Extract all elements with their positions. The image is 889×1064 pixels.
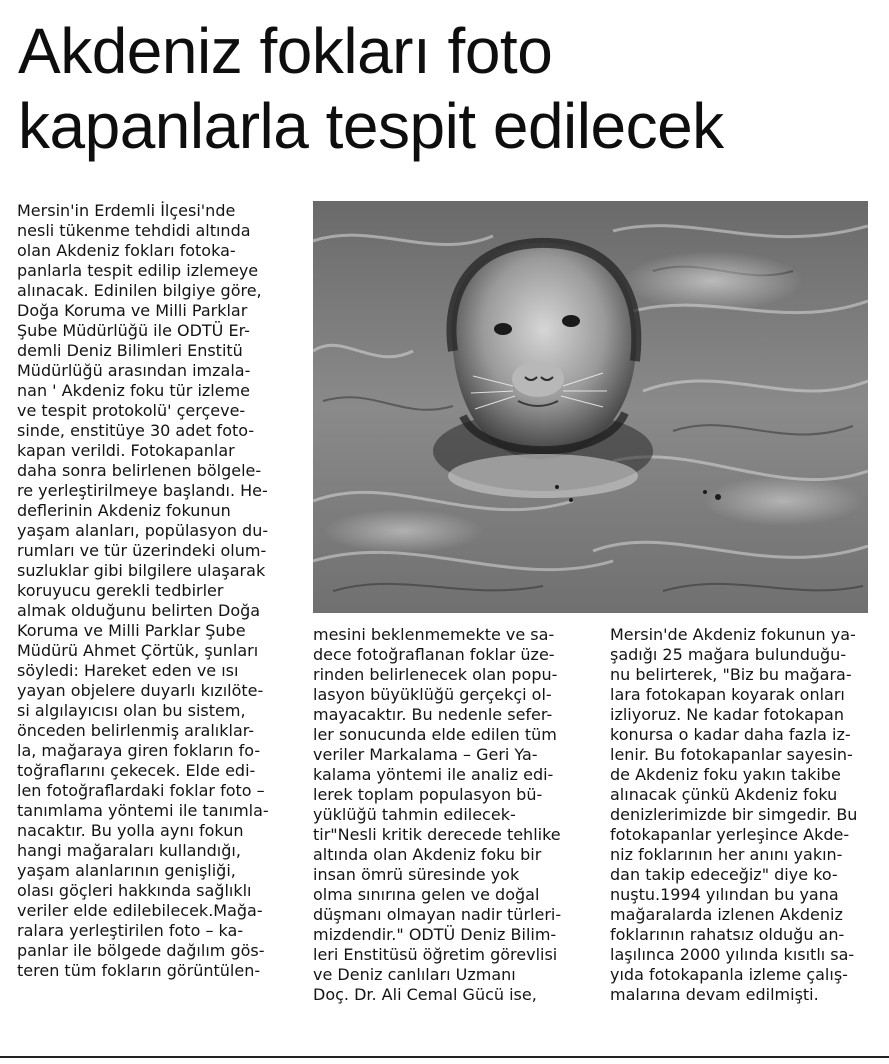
article-line: yüklüğü tahmin edilecek- bbox=[313, 805, 516, 824]
article-line: teren tüm fokların görüntülen- bbox=[17, 961, 261, 980]
article-line: hangi mağaraları kullandığı, bbox=[17, 841, 241, 860]
article-line: si algılayıcısı olan bu sistem, bbox=[17, 701, 246, 720]
article-line: nan ' Akdeniz foku tür izleme bbox=[17, 381, 250, 400]
headline-line: kapanlarla tespit edilecek bbox=[18, 90, 724, 162]
article-line: olan Akdeniz fokları fotoka- bbox=[17, 241, 236, 260]
article-line: Mersin'de Akdeniz fokunun ya- bbox=[610, 625, 856, 644]
article-line: re yerleştirilmeye başlandı. He- bbox=[17, 481, 268, 500]
article-line: ralara yerleştirilen foto – ka- bbox=[17, 921, 244, 940]
article-line: izliyoruz. Ne kadar fotokapan bbox=[610, 705, 844, 724]
article-line: olma sınırına gelen ve doğal bbox=[313, 885, 540, 904]
article-line: laşılınca 2000 yılında kısıtlı sa- bbox=[610, 945, 855, 964]
article-line: yıda fotokapanla izleme çalış- bbox=[610, 965, 848, 984]
article-line: olası göçleri hakkında sağlıklı bbox=[17, 881, 252, 900]
article-line: Koruma ve Milli Parklar Şube bbox=[17, 621, 246, 640]
article-line: konursa o kadar daha fazla iz- bbox=[610, 725, 851, 744]
article-line: almak olduğunu belirten Doğa bbox=[17, 601, 261, 620]
article-line: rinden belirlenecek olan popu- bbox=[313, 665, 558, 684]
article-line: la, mağaraya giren fokların fo- bbox=[17, 741, 261, 760]
article-line: önceden belirlenmiş aralıklar- bbox=[17, 721, 255, 740]
article-line: len fotoğraflardaki foklar foto – bbox=[17, 781, 265, 800]
article-line: ve Deniz canlıları Uzmanı bbox=[313, 965, 516, 984]
article-line: söyledi: Hareket eden ve ısı bbox=[17, 661, 239, 680]
article-line: denizlerimizde bir simgedir. Bu bbox=[610, 805, 858, 824]
article-line: deflerinin Akdeniz fokunun bbox=[17, 501, 231, 520]
article-line: leri Enstitüsü öğretim görevlisi bbox=[313, 945, 558, 964]
article-line: kapan verildi. Fotokapanlar bbox=[17, 441, 235, 460]
article-line: alınacak çünkü Akdeniz foku bbox=[610, 785, 838, 804]
article-line: Mersin'in Erdemli İlçesi'nde bbox=[17, 201, 236, 220]
article-column-2 bbox=[313, 625, 575, 1005]
article-line: kalama yöntemi ile analiz edi- bbox=[313, 765, 554, 784]
seal-photo-image bbox=[313, 201, 868, 613]
article-line: fotokapanlar yerleşince Akde- bbox=[610, 825, 850, 844]
article-line: suzluklar gibi bilgilere ulaşarak bbox=[17, 561, 266, 580]
article-line: de Akdeniz foku yakın takibe bbox=[610, 765, 841, 784]
article-line: foklarının rahatsız olduğu an- bbox=[610, 925, 845, 944]
article-column-3 bbox=[610, 625, 872, 1005]
article-line: alınacak. Edinilen bilgiye göre, bbox=[17, 281, 262, 300]
headline-line: Akdeniz fokları foto bbox=[18, 15, 553, 87]
article-line: yayan objelere duyarlı kızılöte- bbox=[17, 681, 264, 700]
article-line: daha sonra belirlenen bölgele- bbox=[17, 461, 262, 480]
article-line: Doğa Koruma ve Milli Parklar bbox=[17, 301, 248, 320]
article-line: dece fotoğraflanan foklar üze- bbox=[313, 645, 555, 664]
article-line: Müdürü Ahmet Çörtük, şunları bbox=[17, 641, 259, 660]
article-line: malarına devam edilmişti. bbox=[610, 985, 819, 1004]
bottom-divider bbox=[0, 1056, 889, 1058]
article-line: mizdendir." ODTÜ Deniz Bilim- bbox=[313, 925, 557, 944]
article-line: veriler elde edilebilecek.Mağa- bbox=[17, 901, 263, 920]
article-line: niz foklarının her anını yakın- bbox=[610, 845, 843, 864]
article-column-1 bbox=[17, 201, 287, 981]
article-line: koruyucu gerekli tedbirler bbox=[17, 581, 224, 600]
article-line: mesini beklenmemekte ve sa- bbox=[313, 625, 555, 644]
article-line: toğraflarını çekecek. Elde edi- bbox=[17, 761, 256, 780]
article-line: nacaktır. Bu yolla aynı fokun bbox=[17, 821, 244, 840]
article-line: panlarla tespit edilip izlemeye bbox=[17, 261, 259, 280]
article-line: ve tespit protokolü' çerçeve- bbox=[17, 401, 246, 420]
article-line: nu belirterek, "Biz bu mağara- bbox=[610, 665, 852, 684]
article-line: demli Deniz Bilimleri Enstitü bbox=[17, 341, 243, 360]
article-line: Şube Müdürlüğü ile ODTÜ Er- bbox=[17, 321, 250, 340]
article-line: yaşam alanları, popülasyon du- bbox=[17, 521, 269, 540]
article-line: Doç. Dr. Ali Cemal Gücü ise, bbox=[313, 985, 537, 1004]
article-line: lenir. Bu fotokapanlar sayesin- bbox=[610, 745, 853, 764]
seal-photo bbox=[313, 201, 868, 613]
article-line: mayacaktır. Bu nedenle sefer- bbox=[313, 705, 553, 724]
article-line: lerek toplam populasyon bü- bbox=[313, 785, 543, 804]
article-line: Müdürlüğü arasından imzala- bbox=[17, 361, 251, 380]
article-line: panlar ile bölgede dağılım gös- bbox=[17, 941, 265, 960]
article-line: rumları ve tür üzerindeki olum- bbox=[17, 541, 267, 560]
article-line: veriler Markalama – Geri Ya- bbox=[313, 745, 538, 764]
article-line: ler sonucunda elde edilen tüm bbox=[313, 725, 557, 744]
article-line: tir"Nesli kritik derecede tehlike bbox=[313, 825, 561, 844]
article-line: nuştu.1994 yılından bu yana bbox=[610, 885, 839, 904]
headline bbox=[18, 14, 878, 164]
article-line: yaşam alanlarının genişliği, bbox=[17, 861, 236, 880]
article-line: düşmanı olmayan nadir türleri- bbox=[313, 905, 562, 924]
article-line: tanımlama yöntemi ile tanımla- bbox=[17, 801, 269, 820]
article-line: insan ömrü süresinde yok bbox=[313, 865, 520, 884]
article-line: dan takip edeceğiz" diye ko- bbox=[610, 865, 838, 884]
article-line: altında olan Akdeniz foku bir bbox=[313, 845, 542, 864]
article-line: şadığı 25 mağara bulunduğu- bbox=[610, 645, 847, 664]
article-line: lasyon büyüklüğü gerçekçi ol- bbox=[313, 685, 552, 704]
article-line: mağaralarda izlenen Akdeniz bbox=[610, 905, 843, 924]
article-line: sinde, enstitüye 30 adet foto- bbox=[17, 421, 255, 440]
article-line: nesli tükenme tehdidi altında bbox=[17, 221, 251, 240]
article-line: lara fotokapan koyarak onları bbox=[610, 685, 845, 704]
